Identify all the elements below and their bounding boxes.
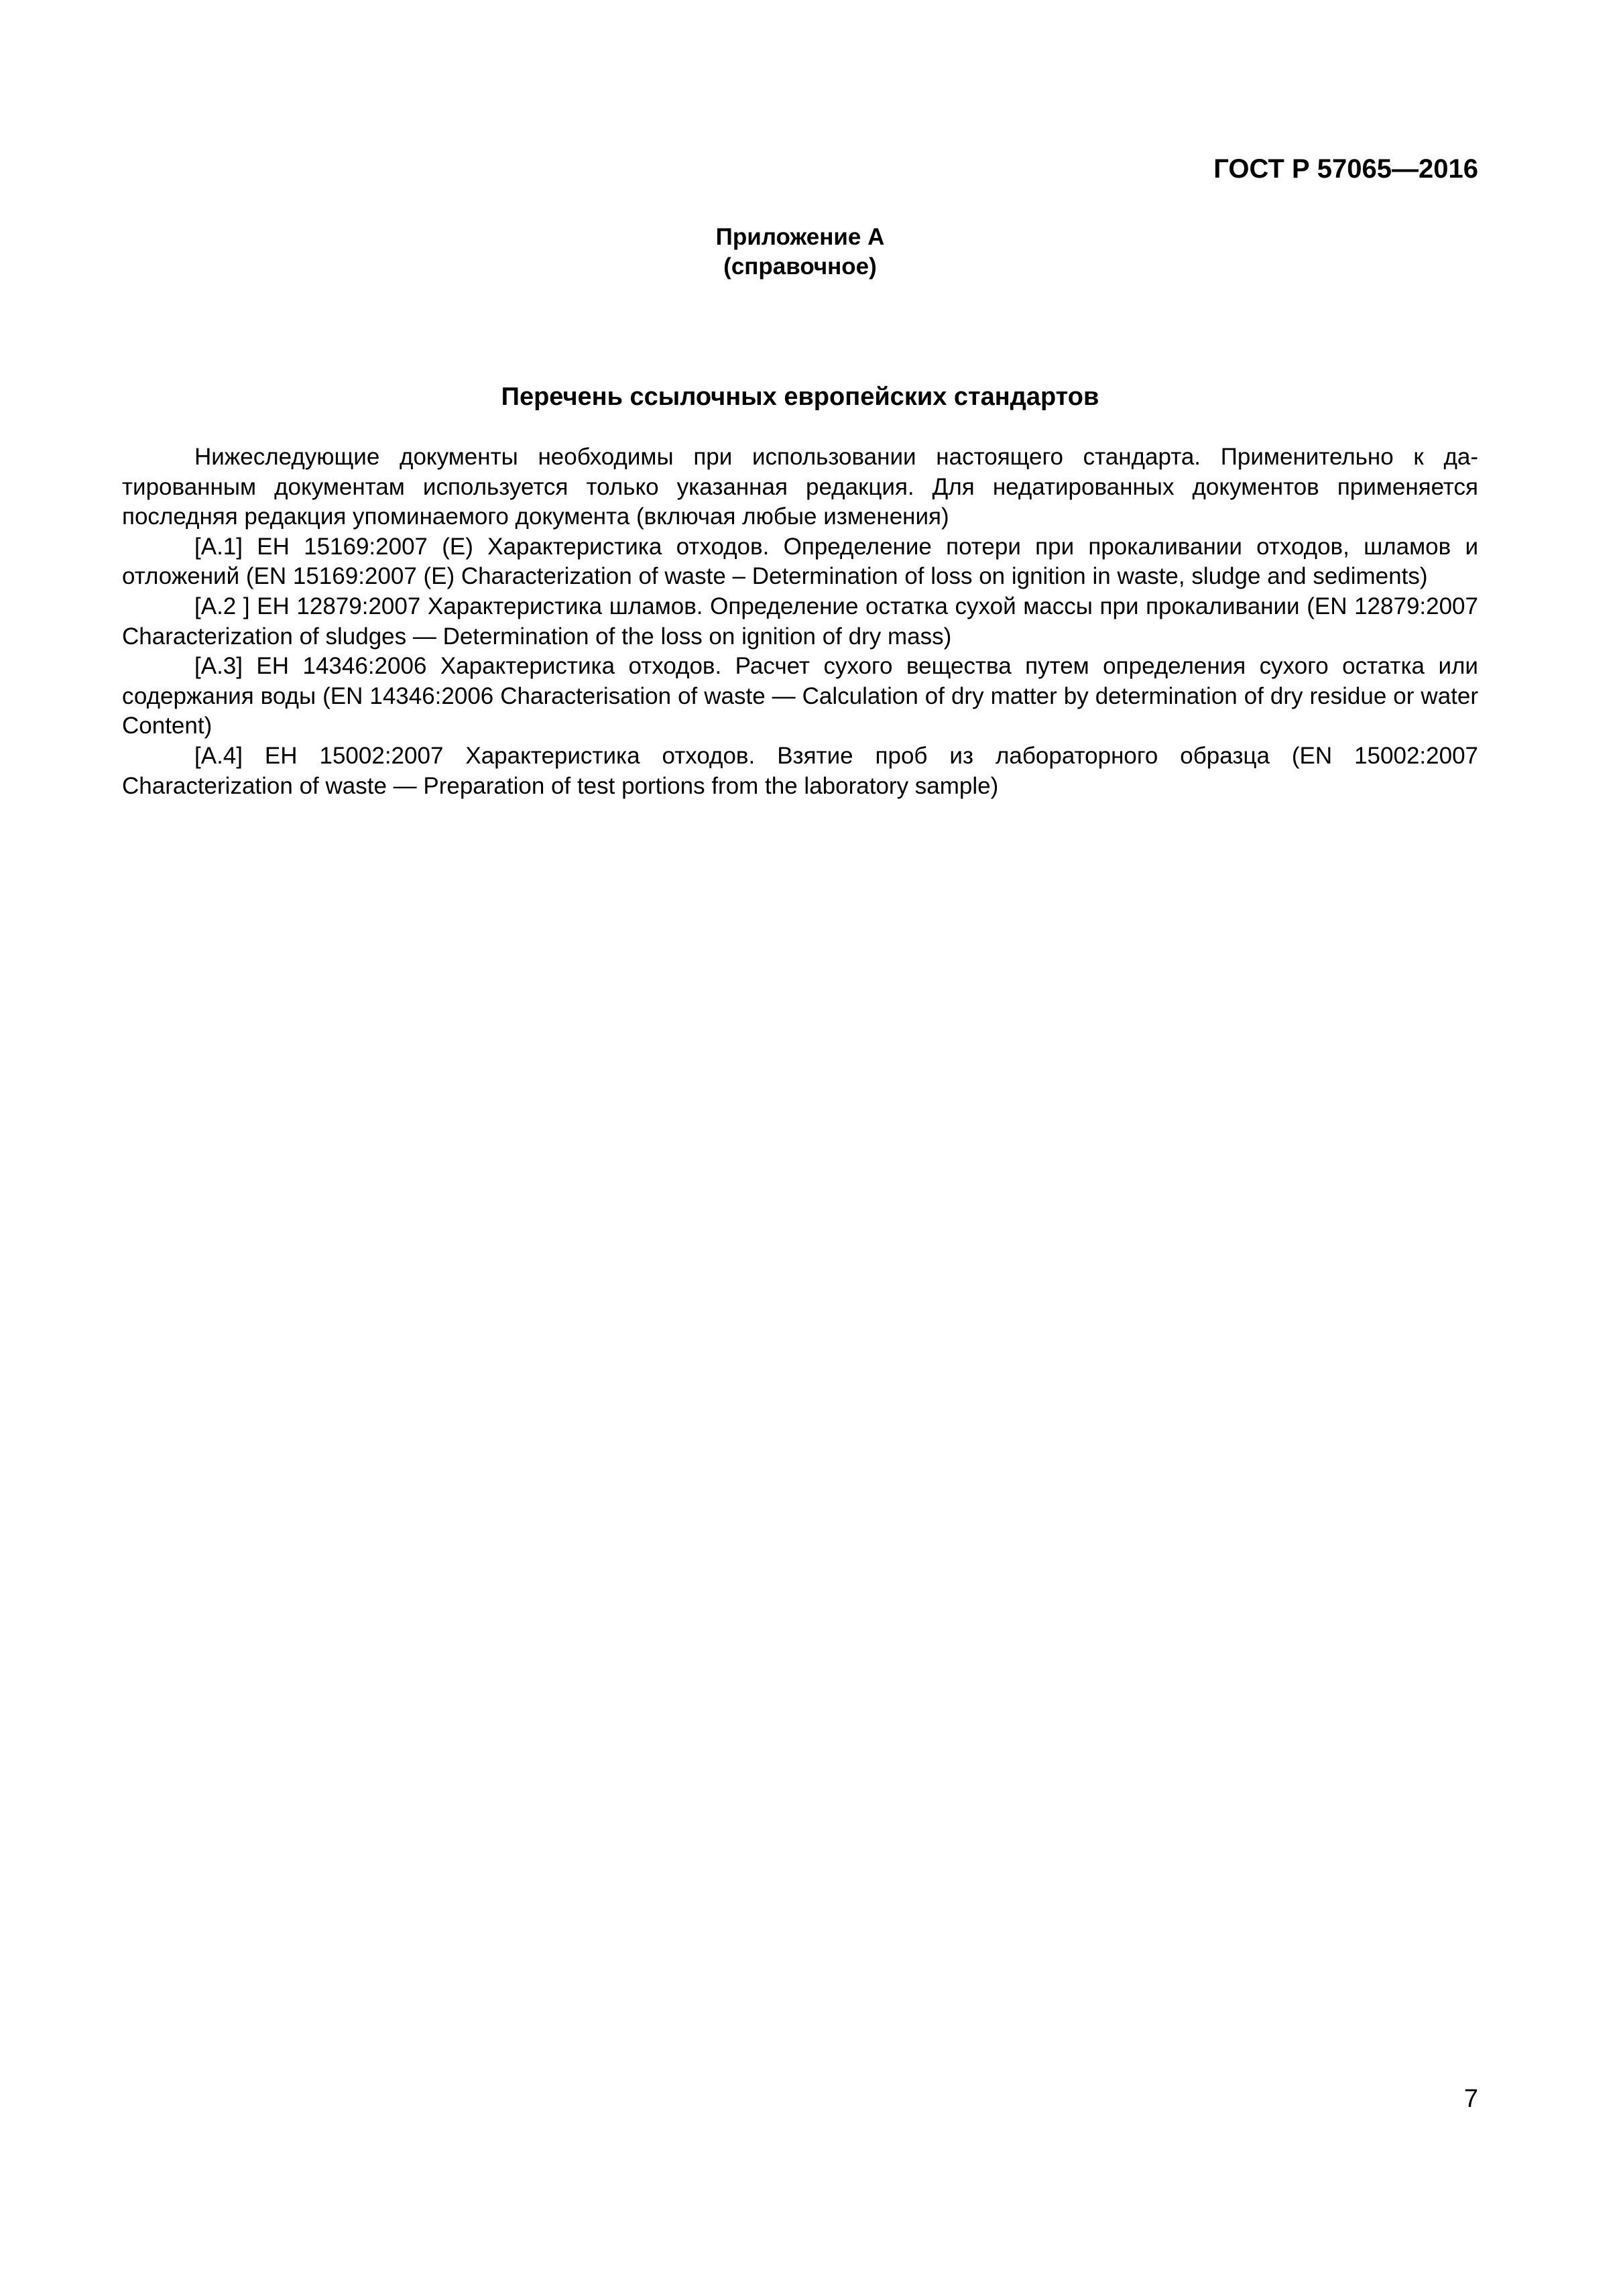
document-code: ГОСТ Р 57065—2016 [1213, 154, 1478, 184]
body-text [122, 442, 1478, 801]
appendix-heading [122, 223, 1478, 282]
page-number: 7 [1463, 2085, 1478, 2113]
intro-paragraph: Нижеследующие документы необходимы при использовании настоящего стандарта. Применительно к датированным документам используется только указанная редакция. Для недатированных документов применяется последняя редакция упоминаемого документа (включая любые изменения) [122, 444, 1478, 530]
reference-item-a2: [А.2 ] ЕН 12879:2007 Характеристика шламов. Определение остатка сухой массы при прокаливании (EN 12879:2007 Characterization of sludges — Determination of the loss on ignition of dry mass) [122, 593, 1478, 650]
reference-item-a3: [А.3] ЕН 14346:2006 Характеристика отходов. Расчет сухого вещества путем определения сухого остатка или содержания воды (EN 14346:2006 Characterisation of waste — Calculation of dry matter by determination of dry residue or water Content) [122, 653, 1478, 739]
appendix-subtitle: (справочное) [723, 253, 877, 280]
section-title: Перечень ссылочных европейских стандартов [501, 383, 1099, 411]
appendix-title: Приложение А [715, 224, 885, 250]
reference-item-a1: [А.1] ЕН 15169:2007 (Е) Характеристика отходов. Определение потери при прокаливании отходов, шламов и отложений (EN 15169:2007 (E) Characterization of waste – Determination of loss on ignition in waste, sludge and sediments) [122, 533, 1478, 590]
reference-item-a4: [А.4] ЕН 15002:2007 Характеристика отходов. Взятие проб из лабораторного образца (EN 15002:2007 Characterization of waste — Preparation of test portions from the laboratory sample) [122, 742, 1478, 799]
